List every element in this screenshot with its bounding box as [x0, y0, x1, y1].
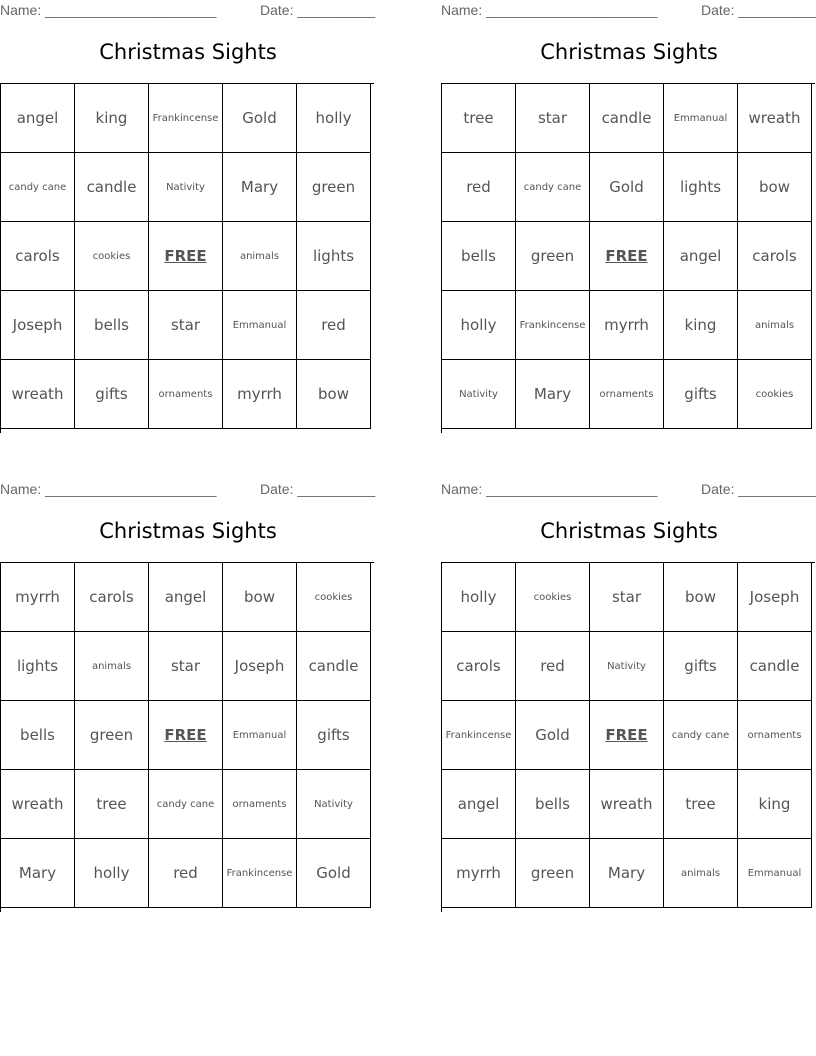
free-space-cell: FREE — [149, 701, 223, 770]
bingo-cell: Nativity — [590, 632, 664, 701]
bingo-cell: bells — [442, 222, 516, 291]
bingo-cell: green — [516, 222, 590, 291]
name-field: Name: ______________________ — [0, 2, 217, 18]
bingo-cell: candle — [75, 153, 149, 222]
bingo-cell: Nativity — [297, 770, 371, 839]
bingo-cell: cookies — [297, 563, 371, 632]
card-header — [441, 479, 816, 501]
bingo-cell: green — [75, 701, 149, 770]
bingo-cell: angel — [1, 84, 75, 153]
bingo-cell: ornaments — [149, 360, 223, 429]
card-title: Christmas Sights — [99, 40, 277, 64]
date-field: Date: __________ — [701, 2, 816, 18]
bingo-cell: star — [149, 632, 223, 701]
bingo-cell: star — [516, 84, 590, 153]
bingo-cell: lights — [297, 222, 371, 291]
bingo-cell: Gold — [223, 84, 297, 153]
name-field: Name: ______________________ — [441, 2, 658, 18]
card-header — [441, 0, 816, 22]
bingo-cell: Mary — [590, 839, 664, 908]
bingo-cell: candle — [590, 84, 664, 153]
card-title: Christmas Sights — [540, 40, 718, 64]
bingo-cell: carols — [75, 563, 149, 632]
bingo-cell: bells — [1, 701, 75, 770]
bingo-cell: red — [297, 291, 371, 360]
bingo-cell: Mary — [516, 360, 590, 429]
card-title: Christmas Sights — [540, 519, 718, 543]
bingo-cell: Emmanual — [738, 839, 812, 908]
bingo-cell: Joseph — [223, 632, 297, 701]
bingo-grid — [441, 562, 815, 912]
name-field: Name: ______________________ — [0, 481, 217, 497]
bingo-cell: candy cane — [516, 153, 590, 222]
bingo-cell: holly — [297, 84, 371, 153]
bingo-cell: Joseph — [1, 291, 75, 360]
bingo-cell: bow — [738, 153, 812, 222]
bingo-cell: animals — [223, 222, 297, 291]
bingo-cell: gifts — [297, 701, 371, 770]
bingo-cell: king — [664, 291, 738, 360]
bingo-cell: Emmanual — [223, 291, 297, 360]
bingo-cell: king — [75, 84, 149, 153]
bingo-cell: Nativity — [149, 153, 223, 222]
bingo-cell: carols — [442, 632, 516, 701]
bingo-cell: candy cane — [149, 770, 223, 839]
bingo-cell: angel — [149, 563, 223, 632]
bingo-cell: cookies — [738, 360, 812, 429]
bingo-cell: green — [516, 839, 590, 908]
card-title: Christmas Sights — [99, 519, 277, 543]
bingo-cell: myrrh — [442, 839, 516, 908]
bingo-card — [441, 0, 816, 440]
bingo-cell: red — [149, 839, 223, 908]
bingo-grid — [0, 562, 374, 912]
date-field: Date: __________ — [701, 481, 816, 497]
bingo-cell: gifts — [664, 632, 738, 701]
bingo-cell: lights — [664, 153, 738, 222]
free-space-cell: FREE — [590, 701, 664, 770]
bingo-cell: angel — [664, 222, 738, 291]
card-header — [0, 0, 376, 22]
bingo-cell: holly — [75, 839, 149, 908]
card-header — [0, 479, 376, 501]
bingo-cell: bells — [75, 291, 149, 360]
bingo-cell: candy cane — [1, 153, 75, 222]
bingo-cell: Mary — [1, 839, 75, 908]
bingo-cell: carols — [1, 222, 75, 291]
bingo-cell: wreath — [1, 770, 75, 839]
bingo-cell: Gold — [297, 839, 371, 908]
bingo-cell: Frankincense — [223, 839, 297, 908]
bingo-cell: Gold — [590, 153, 664, 222]
bingo-cell: myrrh — [590, 291, 664, 360]
bingo-cell: wreath — [1, 360, 75, 429]
bingo-cell: holly — [442, 291, 516, 360]
bingo-cell: cookies — [75, 222, 149, 291]
bingo-cell: animals — [738, 291, 812, 360]
free-space-cell: FREE — [590, 222, 664, 291]
bingo-cell: tree — [75, 770, 149, 839]
bingo-cell: animals — [75, 632, 149, 701]
bingo-cell: Mary — [223, 153, 297, 222]
bingo-cell: myrrh — [223, 360, 297, 429]
bingo-grid — [0, 83, 374, 433]
bingo-cell: gifts — [664, 360, 738, 429]
bingo-cell: Joseph — [738, 563, 812, 632]
bingo-cell: red — [442, 153, 516, 222]
bingo-card — [0, 0, 376, 440]
bingo-cell: cookies — [516, 563, 590, 632]
bingo-cell: gifts — [75, 360, 149, 429]
bingo-cell: bells — [516, 770, 590, 839]
bingo-cell: bow — [223, 563, 297, 632]
bingo-cell: tree — [442, 84, 516, 153]
bingo-cell: ornaments — [223, 770, 297, 839]
bingo-cell: lights — [1, 632, 75, 701]
bingo-cell: Emmanual — [223, 701, 297, 770]
bingo-cell: red — [516, 632, 590, 701]
bingo-cell: Frankincense — [516, 291, 590, 360]
bingo-cell: angel — [442, 770, 516, 839]
bingo-cell: candle — [738, 632, 812, 701]
bingo-cell: myrrh — [1, 563, 75, 632]
bingo-cell: green — [297, 153, 371, 222]
bingo-cell: animals — [664, 839, 738, 908]
date-field: Date: __________ — [260, 2, 376, 18]
bingo-cell: ornaments — [590, 360, 664, 429]
bingo-cell: wreath — [738, 84, 812, 153]
bingo-grid — [441, 83, 815, 433]
bingo-cell: star — [149, 291, 223, 360]
bingo-cell: Gold — [516, 701, 590, 770]
date-field: Date: __________ — [260, 481, 376, 497]
bingo-cell: Frankincense — [149, 84, 223, 153]
bingo-cell: bow — [297, 360, 371, 429]
bingo-card — [0, 479, 376, 919]
bingo-cell: star — [590, 563, 664, 632]
free-space-cell: FREE — [149, 222, 223, 291]
bingo-cell: holly — [442, 563, 516, 632]
bingo-cell: Nativity — [442, 360, 516, 429]
bingo-card — [441, 479, 816, 919]
bingo-cell: Emmanual — [664, 84, 738, 153]
bingo-cell: ornaments — [738, 701, 812, 770]
bingo-cell: tree — [664, 770, 738, 839]
bingo-cell: candy cane — [664, 701, 738, 770]
bingo-cell: bow — [664, 563, 738, 632]
bingo-cell: wreath — [590, 770, 664, 839]
bingo-cell: candle — [297, 632, 371, 701]
name-field: Name: ______________________ — [441, 481, 658, 497]
bingo-cell: king — [738, 770, 812, 839]
bingo-cell: carols — [738, 222, 812, 291]
bingo-cell: Frankincense — [442, 701, 516, 770]
